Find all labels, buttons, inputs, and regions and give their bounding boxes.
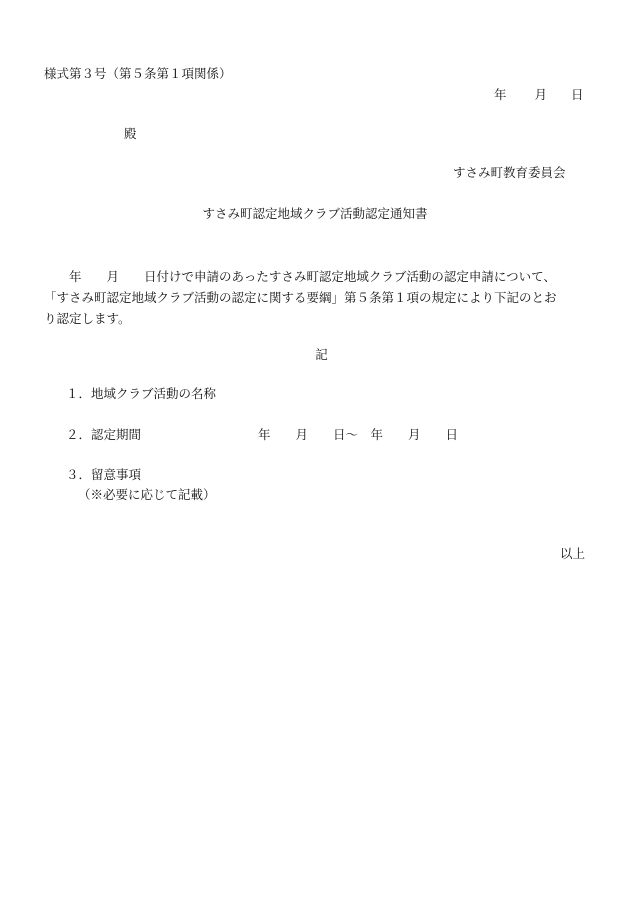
date-day-label: 日 [571, 87, 584, 102]
document-title: すさみ町認定地域クラブ活動認定通知書 [202, 206, 428, 221]
issue-date [494, 87, 584, 103]
item-club-name: １．地域クラブ活動の名称 [66, 386, 217, 401]
body-paragraph [44, 266, 594, 329]
addressee-honorific: 殿 [124, 126, 137, 141]
certification-period-dates: 年 月 日～ 年 月 日 [258, 427, 459, 442]
item-notes-hint: （※必要に応じて記載） [78, 487, 216, 502]
form-number: 様式第３号（第５条第１項関係） [44, 66, 232, 81]
issuer-name: すさみ町教育委員会 [453, 165, 566, 180]
date-year-label: 年 [494, 87, 507, 102]
closing-mark: 以上 [560, 546, 586, 561]
ki-heading: 記 [315, 347, 328, 362]
date-month-label: 月 [534, 87, 548, 102]
item-certification-period: ２．認定期間 [66, 427, 142, 442]
body-line-1: 年 月 日付けで申請のあったすさみ町認定地域クラブ活動の認定申請について、 [69, 269, 556, 284]
item-notes: ３．留意事項 [66, 467, 142, 482]
body-line-2: 「すさみ町認定地域クラブ活動の認定に関する要綱」第５条第１項の規定により下記のとお [44, 290, 557, 305]
body-line-3: り認定します。 [44, 311, 131, 326]
